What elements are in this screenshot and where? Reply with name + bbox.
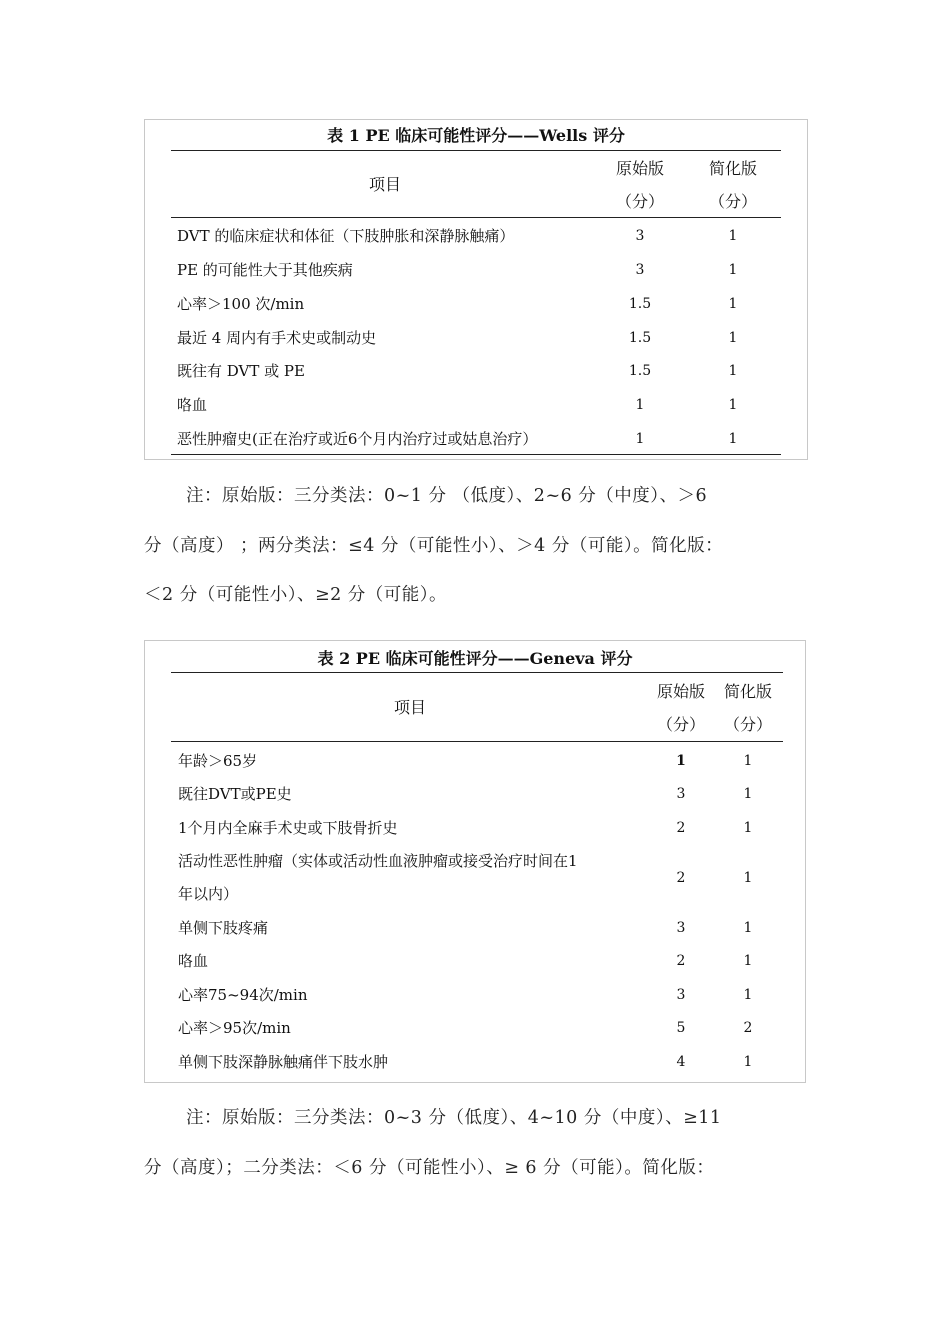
header-simplified: 简化版	[708, 159, 757, 178]
header-simplified-unit: （分）	[723, 715, 772, 734]
row-original: 3	[676, 987, 686, 1003]
row-item: 1个月内全麻手术史或下肢骨折史	[178, 819, 398, 837]
note2-line2: 分（高度）；二分类法：＜6 分（可能性小）、≥ 6 分（可能）。简化版：	[144, 1158, 715, 1178]
row-original: 3	[635, 228, 645, 244]
note1-line3: ＜2 分（可能性小）、≥2 分（可能）。	[144, 585, 448, 605]
table-top-rule	[171, 150, 781, 151]
row-simplified: 1	[728, 262, 738, 278]
row-original: 1	[635, 397, 645, 413]
header-original: 原始版	[656, 682, 705, 701]
row-item: 单侧下肢深静脉触痛伴下肢水肿	[178, 1053, 389, 1071]
row-item: 心率＞100 次/min	[177, 295, 305, 313]
row-item: 咯血	[178, 952, 209, 970]
header-original-unit: （分）	[656, 715, 705, 734]
wells-score-table	[144, 119, 808, 460]
geneva-score-table	[144, 640, 806, 1083]
row-simplified: 1	[728, 296, 738, 312]
note2-line1: 注：原始版：三分类法：0~3 分（低度）、4~10 分（中度）、≥11	[186, 1108, 722, 1128]
row-simplified: 1	[728, 363, 738, 379]
header-item: 项目	[393, 698, 426, 717]
row-original: 3	[676, 920, 686, 936]
row-original: 2	[676, 870, 686, 886]
row-item: DVT 的临床症状和体征（下肢肿胀和深静脉触痛）	[177, 227, 515, 245]
row-simplified: 1	[728, 228, 738, 244]
row-simplified: 1	[743, 820, 753, 836]
table-caption: 表 2 PE 临床可能性评分——Geneva 评分	[317, 649, 633, 668]
note1-line2: 分（高度） ；两分类法：≤4 分（可能性小）、＞4 分（可能）。简化版：	[144, 536, 724, 556]
row-original: 1.5	[628, 363, 652, 379]
note1-line1: 注：原始版：三分类法：0~1 分 （低度）、2~6 分（中度）、＞6	[186, 486, 708, 506]
row-item: 既往有 DVT 或 PE	[177, 362, 305, 380]
row-item: 心率75~94次/min	[178, 986, 308, 1004]
row-simplified: 1	[743, 870, 753, 886]
row-item: 单侧下肢疼痛	[178, 919, 269, 937]
row-item-continued: 年以内）	[178, 885, 239, 903]
header-simplified: 简化版	[723, 682, 772, 701]
row-item: 心率＞95次/min	[178, 1019, 291, 1037]
header-original-unit: （分）	[615, 192, 664, 211]
row-simplified: 1	[743, 920, 753, 936]
row-simplified: 1	[743, 953, 753, 969]
row-item: 咯血	[177, 396, 208, 414]
table-header-rule	[171, 741, 783, 742]
table-top-rule	[171, 672, 783, 673]
row-original: 5	[676, 1020, 686, 1036]
row-item: 活动性恶性肿瘤（实体或活动性血液肿瘤或接受治疗时间在1	[178, 852, 578, 870]
row-original: 4	[676, 1054, 686, 1070]
header-simplified-unit: （分）	[708, 192, 757, 211]
row-original: 2	[676, 953, 686, 969]
row-simplified: 1	[728, 431, 738, 447]
table-caption: 表 1 PE 临床可能性评分——Wells 评分	[327, 126, 625, 145]
row-simplified: 1	[743, 1054, 753, 1070]
row-simplified: 1	[743, 753, 753, 769]
row-item: 恶性肿瘤史(正在治疗或近6个月内治疗过或姑息治疗）	[177, 430, 538, 448]
row-simplified: 1	[743, 786, 753, 802]
row-item: PE 的可能性大于其他疾病	[177, 261, 353, 279]
row-original: 3	[635, 262, 645, 278]
row-simplified: 1	[743, 987, 753, 1003]
row-original: 2	[676, 820, 686, 836]
row-simplified: 2	[743, 1020, 753, 1036]
row-simplified: 1	[728, 330, 738, 346]
row-original: 1	[635, 431, 645, 447]
row-item: 年龄＞65岁	[178, 752, 258, 770]
row-original: 1.5	[628, 330, 652, 346]
table-header-rule	[171, 217, 781, 218]
header-original: 原始版	[615, 159, 664, 178]
row-original: 3	[676, 786, 686, 802]
table-bottom-rule	[171, 454, 781, 455]
row-simplified: 1	[728, 397, 738, 413]
row-item: 最近 4 周内有手术史或制动史	[177, 329, 377, 347]
row-original: 1	[676, 753, 686, 769]
row-original: 1.5	[628, 296, 652, 312]
row-item: 既往DVT或PE史	[178, 785, 292, 803]
header-item: 项目	[368, 175, 401, 194]
